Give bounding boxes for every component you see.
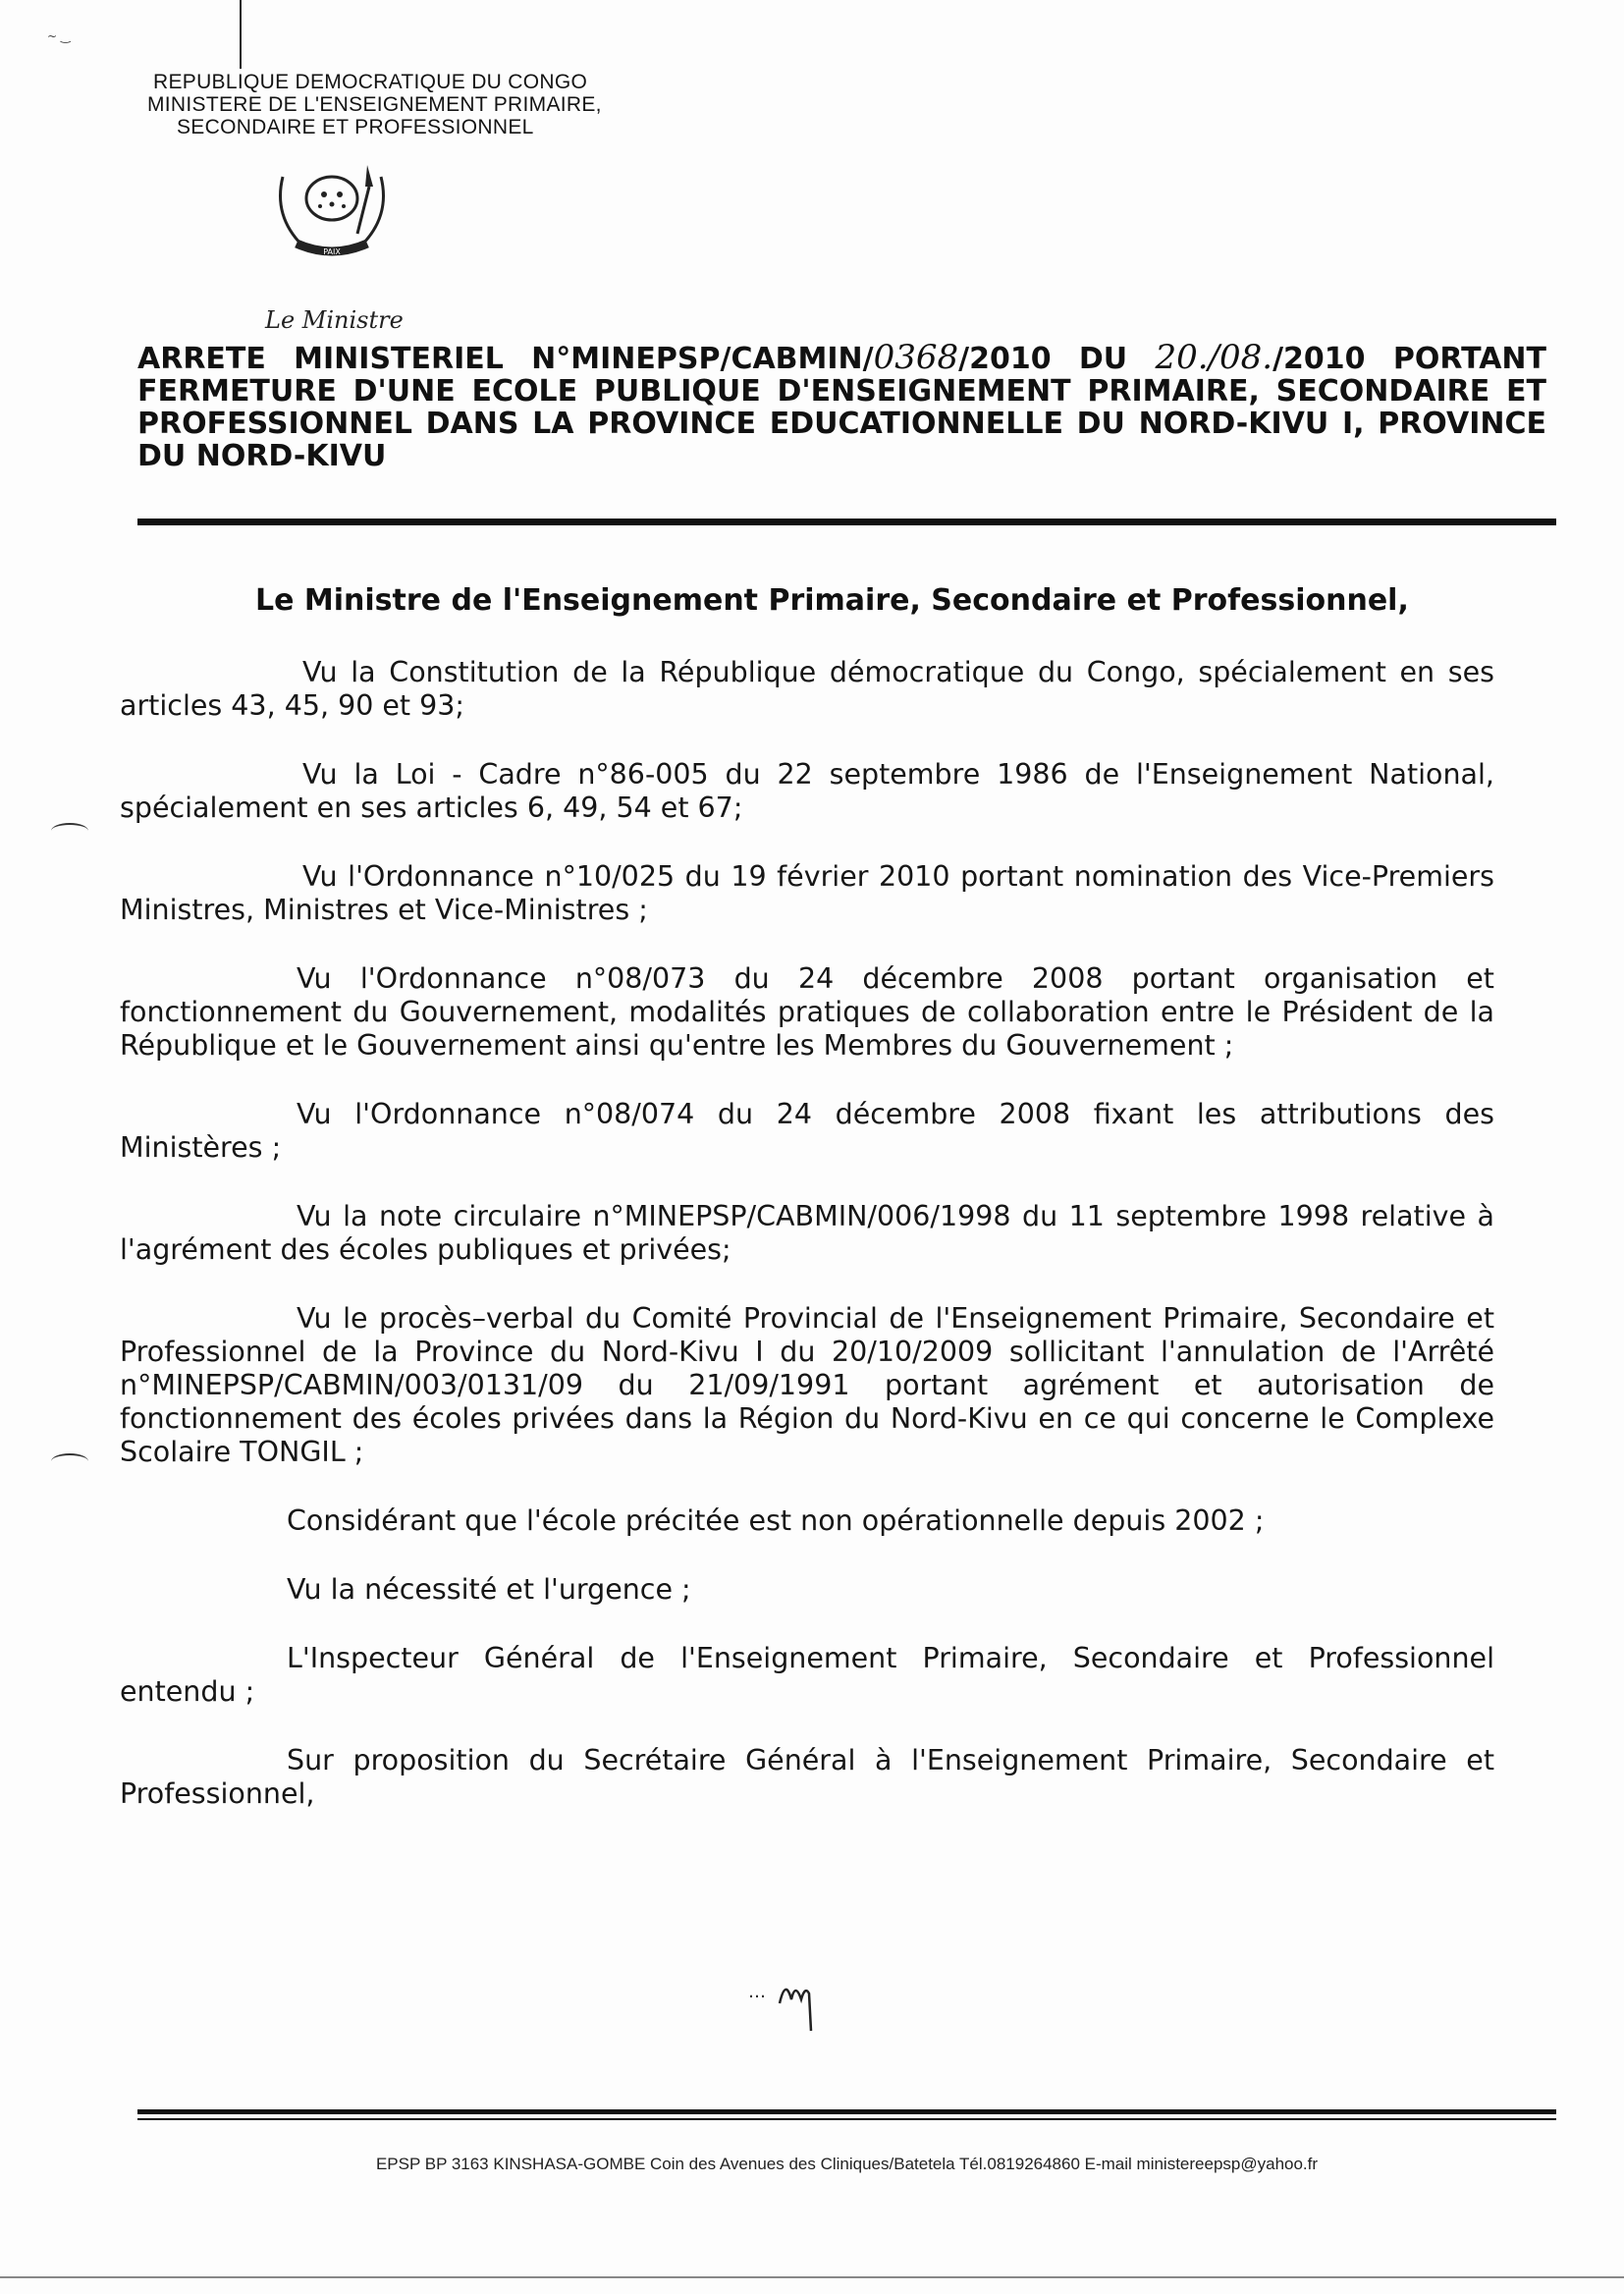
letterhead — [147, 71, 736, 138]
margin-mark — [51, 1453, 88, 1469]
title-divider — [137, 519, 1556, 525]
handwritten-stroke — [240, 0, 242, 69]
minister-heading: Le Ministre de l'Enseignement Primaire, Secondaire et Professionnel, — [255, 583, 1409, 618]
footer-contact: EPSP BP 3163 KINSHASA-GOMBE Coin des Avenues des Cliniques/Batetela Tél.0819264860 E-mail ministereepsp@yahoo.fr — [375, 2155, 1319, 2173]
preamble-paragraph: Vu la Constitution de la République démocratique du Congo, spécialement en ses articles 43, 45, 90 et 93; — [120, 656, 1494, 722]
preamble-paragraph: Vu l'Ordonnance n°08/074 du 24 décembre 2008 fixant les attributions des Ministères ; — [120, 1098, 1494, 1164]
margin-mark — [51, 823, 88, 839]
initials-signature — [746, 1964, 864, 2033]
decree-title — [137, 338, 1546, 473]
preamble-paragraph: Vu la nécessité et l'urgence ; — [287, 1573, 691, 1606]
preamble-paragraph: L'Inspecteur Général de l'Enseignement Primaire, Secondaire et Professionnel entendu ; — [120, 1642, 1494, 1708]
preamble-paragraph: Sur proposition du Secrétaire Général à l'Enseignement Primaire, Secondaire et Professionnel, — [120, 1744, 1494, 1810]
preamble-paragraph: Vu la Loi - Cadre n°86-005 du 22 septembre 1986 de l'Enseignement National, spécialement en ses articles 6, 49, 54 et 67; — [120, 758, 1494, 824]
letterhead-country: REPUBLIQUE DEMOCRATIQUE DU CONGO — [153, 71, 588, 93]
title-date-handwritten: 20./08. — [1155, 338, 1273, 377]
preamble-paragraph: Vu l'Ordonnance n°08/073 du 24 décembre 2008 portant organisation et fonctionnement du Gouvernement, modalités pratiques de collaboration entre le Président de la République et le Gouvernement ainsi qu'entre les Membres du Gouvernement ; — [120, 962, 1494, 1062]
signatory-label: Le Ministre — [265, 306, 404, 334]
title-part3: /2010 PORTANT FERMETURE D'UNE ECOLE PUBLIQUE D'ENSEIGNEMENT PRIMAIRE, SECONDAIRE ET PROFESSIONNEL DANS LA PROVINCE EDUCATIONNELLE DU NORD-KIVU I, PROVINCE DU NORD-KIVU — [137, 342, 1546, 473]
initials-dots: … — [748, 1982, 766, 2002]
scan-edge — [0, 2276, 1624, 2278]
preamble-paragraph: Vu le procès–verbal du Comité Provincial de l'Enseignement Primaire, Secondaire et Professionnel de la Province du Nord-Kivu I du 20/10/2009 sollicitant l'annulation de l'Arrêté n°MINEPSP/CABMIN/003/0131/09 du 21/09/1991 portant agrément et autorisation de fonctionnement des écoles privées dans la Région du Nord-Kivu en ce qui concerne le Complexe Scolaire TONGIL ; — [120, 1302, 1494, 1468]
scan-corner-mark: ~ ‿ — [47, 29, 71, 43]
footer-divider — [137, 2109, 1556, 2114]
decree-body — [120, 656, 1494, 1811]
preamble-paragraph: Vu la note circulaire n°MINEPSP/CABMIN/006/1998 du 11 septembre 1998 relative à l'agrément des écoles publiques et privées; — [120, 1200, 1494, 1266]
letterhead-ministry-cont: SECONDAIRE ET PROFESSIONNEL — [177, 116, 534, 138]
coat-of-arms-icon — [263, 157, 401, 265]
emblem-motto: PAIX — [323, 247, 341, 256]
preamble-paragraph: Vu l'Ordonnance n°10/025 du 19 février 2010 portant nomination des Vice-Premiers Ministres, Ministres et Vice-Ministres ; — [120, 860, 1494, 926]
title-number-handwritten: 0368 — [873, 338, 959, 377]
title-part1: ARRETE MINISTERIEL N°MINEPSP/CABMIN/ — [137, 342, 874, 376]
preamble-paragraph: Considérant que l'école précitée est non opérationnelle depuis 2002 ; — [287, 1504, 1265, 1537]
footer-divider-thin — [137, 2118, 1556, 2120]
letterhead-ministry: MINISTERE DE L'ENSEIGNEMENT PRIMAIRE, — [147, 93, 602, 116]
title-part2: /2010 DU — [958, 342, 1156, 376]
